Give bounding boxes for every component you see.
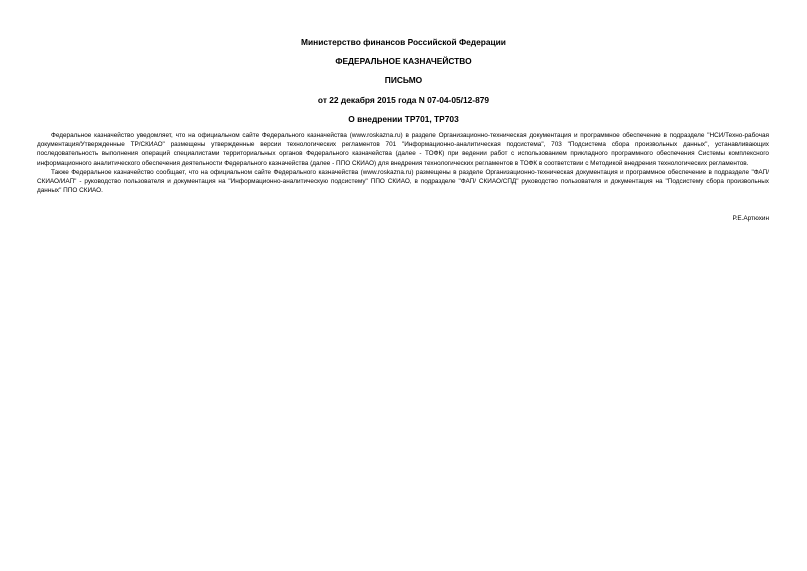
subject-heading: О внедрении ТР701, ТР703: [348, 114, 459, 124]
ministry-heading: Министерство финансов Российской Федерации: [301, 37, 506, 47]
agency-heading: ФЕДЕРАЛЬНОЕ КАЗНАЧЕЙСТВО: [335, 56, 472, 66]
body-paragraph-1: Федеральное казначейство уведомляет, что на официальном сайте Федерального казначейства (www.roskazna.ru) в разделе Организационно-техническая документация и программное обеспечение в подразделе "НСИ/Техно-рабочая документация/Утвержденные ТР/СКИАО" размещены утвержденные версии технологических регламентов 701 "Информационно-аналитическая подсистема", 703 "Подсистема сбора произвольных данных", устанавливающих последовательность выполнения операций специалистами территориальных органов Федерального казначейства (далее - ТОФК) при ведении работ с использованием прикладного программного обеспечения Системы комплексного информационного аналитического обеспечения деятельности Федерального казначейства (далее - ППО СКИАО) для внедрения технологических регламентов в ТОФК в соответствии с Методикой внедрения технологических регламентов.: [37, 132, 769, 167]
document-type-heading: ПИСЬМО: [384, 75, 423, 85]
signature: Р.Е.Артюхин: [732, 215, 769, 222]
body-paragraph-2: Также Федеральное казначейство сообщает, что на официальном сайте Федерального казначейства (www.roskazna.ru) размещены в разделе Организационно-техническая документация и программное обеспечение в подразделе "ФАП/СКИАО/ИАП" - руководство пользователя и документация на "Информационно-аналитическую подсистему" ППО СКИАО, в подразделе "ФАП/ СКИАО/СПД" руководство пользователя и документация на "Подсистему сбора произвольных данных" ППО СКИАО.: [37, 168, 769, 195]
date-number-heading: от 22 декабря 2015 года N 07-04-05/12-879: [317, 95, 490, 105]
letter-body: [37, 131, 769, 195]
